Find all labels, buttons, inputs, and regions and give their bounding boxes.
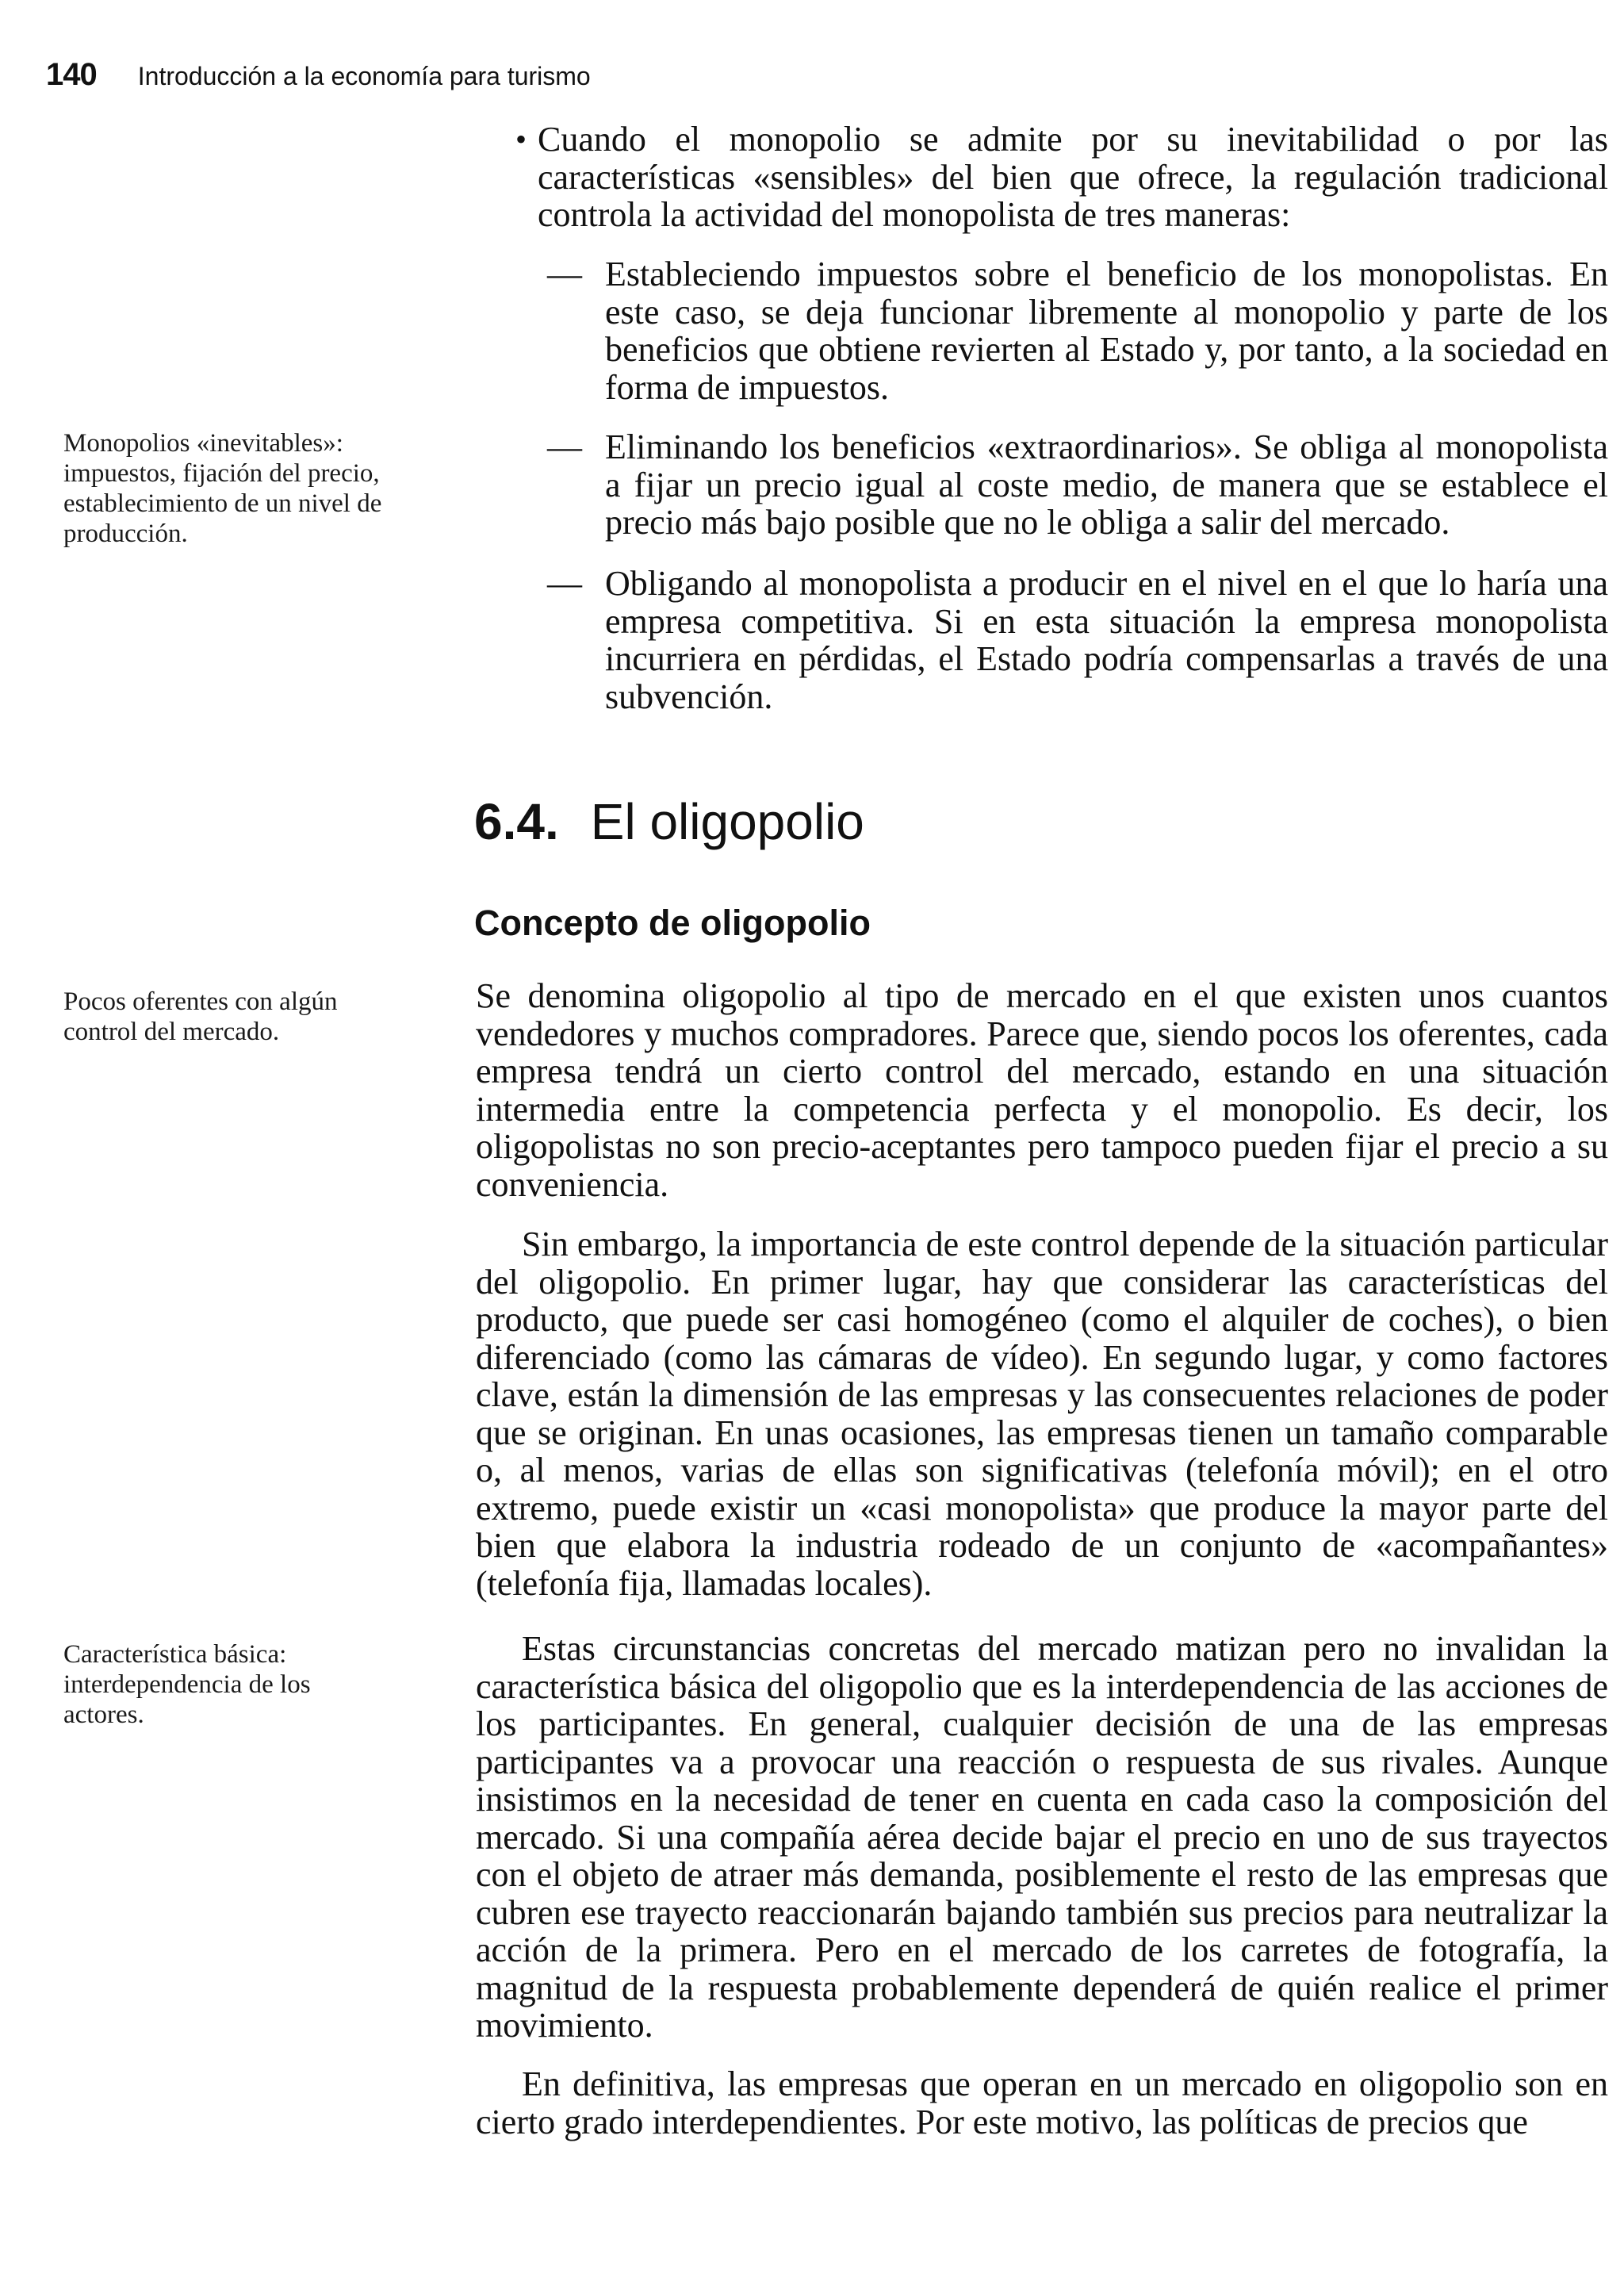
section-number: 6.4. <box>474 793 559 850</box>
margin-note-interdependencia: Característica básica: interdependencia de los actores. <box>63 1640 311 1729</box>
bullet-item <box>476 121 1608 234</box>
section-title: El oligopolio <box>590 793 864 850</box>
dash-item-text: Estableciendo impuestos sobre el beneficio de los monopolistas. En este caso, se deja funcionar libremente al monopolio y parte de los beneficios que obtiene revierten al Estado y, por tanto, a la sociedad en forma de impuestos. <box>605 255 1608 407</box>
dash-item-beneficios <box>547 428 1608 542</box>
dash-mark: — <box>547 427 582 466</box>
paragraph: Estas circunstancias concretas del mercado matizan pero no invalidan la característica básica del oligopolio que es la interdependencia de las acciones de los participantes. En general, cualquier decisión de una de las empresas participantes va a provocar una reacción o respuesta de sus rivales. Aunque insistimos en la necesidad de tener en cuenta en cada caso la composición del mercado. Si una compañía aérea decide bajar el precio en uno de sus trayectos con el objeto de atraer más demanda, posiblemente el resto de las empresas que cubren ese trayecto reaccionarán bajando también sus precios para neutralizar la acción de la primera. Pero en el mercado de los carretes de fotografía, la magnitud de la respuesta probablemente dependerá de quién realice el primer movimiento. <box>476 1629 1608 2045</box>
section-heading <box>474 790 864 853</box>
page-number: 140 <box>46 57 97 92</box>
dash-item-text: Obligando al monopolista a producir en el nivel en el que lo haría una empresa competitiva. Si en esta situación la empresa monopolista incurriera en pérdidas, el Estado podría compensarlas a través de una subvención. <box>605 564 1608 716</box>
dash-item-produccion <box>547 565 1608 715</box>
subheading: Concepto de oligopolio <box>474 903 871 943</box>
paragraph: Se denomina oligopolio al tipo de mercado en el que existen unos cuantos vendedores y muchos compradores. Parece que, siendo pocos los oferentes, cada empresa tendrá un cierto control del mercado, estando en una situación intermedia entre la competencia perfecta y el monopolio. Es decir, los oligopolistas no son precio-aceptantes pero tampoco pueden fijar el precio a su conveniencia. <box>476 976 1608 1204</box>
dash-item-text: Eliminando los beneficios «extraordinarios». Se obliga al monopolista a fijar un precio igual al coste medio, de manera que se establece el precio más bajo posible que no le obliga a salir del mercado. <box>605 427 1608 542</box>
margin-note-monopolios: Monopolios «inevitables»: impuestos, fijación del precio, establecimiento de un nivel de producción. <box>63 429 382 548</box>
running-title: Introducción a la economía para turismo <box>137 62 591 90</box>
running-head <box>46 57 591 93</box>
bullet-mark: • <box>515 121 527 157</box>
dash-item-impuestos <box>547 255 1608 406</box>
margin-note-oferentes: Pocos oferentes con algún control del mercado. <box>63 987 338 1046</box>
dash-mark: — <box>547 255 582 293</box>
paragraph: En definitiva, las empresas que operan en un mercado en oligopolio son en cierto grado interdependientes. Por este motivo, las políticas de precios que <box>476 2064 1608 2141</box>
paragraph: Sin embargo, la importancia de este control depende de la situación particular del oligopolio. En primer lugar, hay que considerar las características del producto, que puede ser casi homogéneo (como el alquiler de coches), o bien diferenciado (como las cámaras de vídeo). En segundo lugar, y como factores clave, están la dimensión de las empresas y las consecuentes relaciones de poder que se originan. En unas ocasiones, las empresas tienen un tamaño comparable o, al menos, varias de ellas son significativas (telefonía móvil); en el otro extremo, puede existir un «casi monopolista» que produce la mayor parte del bien que elabora la industria rodeado de un conjunto de «acompañantes» (telefonía fija, llamadas locales). <box>476 1225 1608 1603</box>
dash-mark: — <box>547 564 582 603</box>
bullet-text: Cuando el monopolio se admite por su inevitabilidad o por las características «sensibles» del bien que ofrece, la regulación tradicional controla la actividad del monopolista de tres maneras: <box>538 120 1608 234</box>
